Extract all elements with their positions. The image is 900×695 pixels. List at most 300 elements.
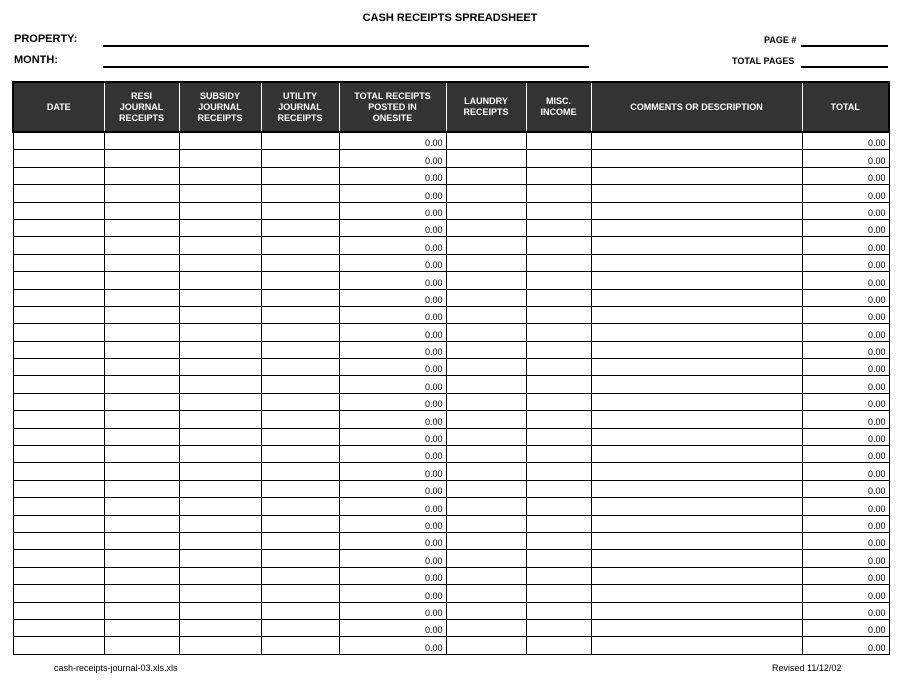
table-row (13, 359, 889, 376)
cell-subsidy-journal-receipts[interactable] (179, 272, 261, 289)
page-number-field-line[interactable] (801, 45, 888, 47)
cell-total-receipts-posted[interactable]: 0.00 (339, 219, 446, 236)
cell-laundry-receipts[interactable] (446, 324, 526, 341)
cell-laundry-receipts[interactable] (446, 306, 526, 323)
cell-comments-description[interactable] (591, 341, 802, 358)
cell-date[interactable] (13, 237, 104, 254)
cell-utility-journal-receipts[interactable] (261, 202, 339, 219)
cell-laundry-receipts[interactable] (446, 428, 526, 445)
cell-utility-journal-receipts[interactable] (261, 411, 339, 428)
cell-date[interactable] (13, 515, 104, 532)
cell-laundry-receipts[interactable] (446, 602, 526, 619)
cell-subsidy-journal-receipts[interactable] (179, 289, 261, 306)
cell-utility-journal-receipts[interactable] (261, 567, 339, 584)
cell-utility-journal-receipts[interactable] (261, 619, 339, 636)
cell-subsidy-journal-receipts[interactable] (179, 202, 261, 219)
cell-laundry-receipts[interactable] (446, 550, 526, 567)
cell-resi-journal-receipts[interactable] (104, 272, 179, 289)
cell-resi-journal-receipts[interactable] (104, 376, 179, 393)
cell-laundry-receipts[interactable] (446, 376, 526, 393)
cell-total-receipts-posted[interactable]: 0.00 (339, 237, 446, 254)
cell-total[interactable]: 0.00 (802, 150, 889, 167)
cell-misc-income[interactable] (526, 272, 591, 289)
cell-utility-journal-receipts[interactable] (261, 376, 339, 393)
table-body (13, 132, 889, 654)
cell-date[interactable] (13, 150, 104, 167)
cell-total-receipts-posted[interactable]: 0.00 (339, 585, 446, 602)
cell-misc-income[interactable] (526, 167, 591, 184)
cell-comments-description[interactable] (591, 619, 802, 636)
cell-date[interactable] (13, 637, 104, 654)
cell-misc-income[interactable] (526, 498, 591, 515)
cell-date[interactable] (13, 185, 104, 202)
cell-resi-journal-receipts[interactable] (104, 637, 179, 654)
cell-utility-journal-receipts[interactable] (261, 463, 339, 480)
cell-total[interactable]: 0.00 (802, 324, 889, 341)
cell-total[interactable]: 0.00 (802, 532, 889, 549)
cash-receipts-table (12, 81, 890, 655)
cell-total[interactable]: 0.00 (802, 602, 889, 619)
cell-misc-income[interactable] (526, 515, 591, 532)
cell-utility-journal-receipts[interactable] (261, 428, 339, 445)
cell-subsidy-journal-receipts[interactable] (179, 463, 261, 480)
cell-total[interactable]: 0.00 (802, 376, 889, 393)
cell-total[interactable]: 0.00 (802, 411, 889, 428)
cell-laundry-receipts[interactable] (446, 167, 526, 184)
cell-date[interactable] (13, 341, 104, 358)
cell-resi-journal-receipts[interactable] (104, 202, 179, 219)
cell-total[interactable]: 0.00 (802, 185, 889, 202)
cell-utility-journal-receipts[interactable] (261, 498, 339, 515)
cell-misc-income[interactable] (526, 341, 591, 358)
cell-resi-journal-receipts[interactable] (104, 306, 179, 323)
cell-date[interactable] (13, 167, 104, 184)
cell-laundry-receipts[interactable] (446, 637, 526, 654)
cell-total[interactable]: 0.00 (802, 446, 889, 463)
cell-date[interactable] (13, 219, 104, 236)
cell-resi-journal-receipts[interactable] (104, 550, 179, 567)
cell-misc-income[interactable] (526, 254, 591, 271)
table-row (13, 185, 889, 202)
cell-comments-description[interactable] (591, 567, 802, 584)
cell-date[interactable] (13, 272, 104, 289)
cell-total-receipts-posted[interactable]: 0.00 (339, 359, 446, 376)
cell-utility-journal-receipts[interactable] (261, 272, 339, 289)
cell-comments-description[interactable] (591, 359, 802, 376)
cell-resi-journal-receipts[interactable] (104, 532, 179, 549)
cell-utility-journal-receipts[interactable] (261, 254, 339, 271)
cell-resi-journal-receipts[interactable] (104, 393, 179, 410)
cell-total[interactable]: 0.00 (802, 254, 889, 271)
cell-resi-journal-receipts[interactable] (104, 324, 179, 341)
cell-misc-income[interactable] (526, 202, 591, 219)
cell-resi-journal-receipts[interactable] (104, 446, 179, 463)
cell-total-receipts-posted[interactable]: 0.00 (339, 602, 446, 619)
cell-laundry-receipts[interactable] (446, 341, 526, 358)
cell-utility-journal-receipts[interactable] (261, 237, 339, 254)
cell-misc-income[interactable] (526, 637, 591, 654)
cell-total-receipts-posted[interactable]: 0.00 (339, 567, 446, 584)
cell-comments-description[interactable] (591, 515, 802, 532)
cell-total-receipts-posted[interactable]: 0.00 (339, 272, 446, 289)
table-row (13, 532, 889, 549)
cell-subsidy-journal-receipts[interactable] (179, 185, 261, 202)
cell-subsidy-journal-receipts[interactable] (179, 150, 261, 167)
cell-subsidy-journal-receipts[interactable] (179, 515, 261, 532)
cell-utility-journal-receipts[interactable] (261, 185, 339, 202)
cell-total[interactable]: 0.00 (802, 202, 889, 219)
cell-total-receipts-posted[interactable]: 0.00 (339, 341, 446, 358)
cell-laundry-receipts[interactable] (446, 272, 526, 289)
cell-date[interactable] (13, 306, 104, 323)
cell-date[interactable] (13, 619, 104, 636)
cell-utility-journal-receipts[interactable] (261, 532, 339, 549)
cell-utility-journal-receipts[interactable] (261, 585, 339, 602)
cell-resi-journal-receipts[interactable] (104, 167, 179, 184)
cell-total-receipts-posted[interactable]: 0.00 (339, 289, 446, 306)
cell-date[interactable] (13, 550, 104, 567)
cell-misc-income[interactable] (526, 550, 591, 567)
cell-laundry-receipts[interactable] (446, 254, 526, 271)
cell-comments-description[interactable] (591, 185, 802, 202)
cell-date[interactable] (13, 602, 104, 619)
page-title: CASH RECEIPTS SPREADSHEET (362, 12, 538, 24)
cell-laundry-receipts[interactable] (446, 393, 526, 410)
cell-total-receipts-posted[interactable]: 0.00 (339, 202, 446, 219)
property-field-line[interactable] (103, 45, 589, 47)
cell-date[interactable] (13, 376, 104, 393)
cell-subsidy-journal-receipts[interactable] (179, 498, 261, 515)
cell-date[interactable] (13, 202, 104, 219)
cell-resi-journal-receipts[interactable] (104, 289, 179, 306)
cell-utility-journal-receipts[interactable] (261, 515, 339, 532)
cell-total-receipts-posted[interactable]: 0.00 (339, 428, 446, 445)
cell-subsidy-journal-receipts[interactable] (179, 132, 261, 150)
cell-subsidy-journal-receipts[interactable] (179, 411, 261, 428)
cell-subsidy-journal-receipts[interactable] (179, 619, 261, 636)
cell-misc-income[interactable] (526, 219, 591, 236)
cell-comments-description[interactable] (591, 254, 802, 271)
cell-comments-description[interactable] (591, 550, 802, 567)
cell-utility-journal-receipts[interactable] (261, 480, 339, 497)
cell-misc-income[interactable] (526, 324, 591, 341)
cell-resi-journal-receipts[interactable] (104, 619, 179, 636)
cell-misc-income[interactable] (526, 150, 591, 167)
cell-laundry-receipts[interactable] (446, 567, 526, 584)
cell-total-receipts-posted[interactable]: 0.00 (339, 515, 446, 532)
cell-comments-description[interactable] (591, 324, 802, 341)
cell-total-receipts-posted[interactable]: 0.00 (339, 324, 446, 341)
cell-utility-journal-receipts[interactable] (261, 550, 339, 567)
total-pages-label: TOTAL PAGES (732, 56, 795, 66)
cell-subsidy-journal-receipts[interactable] (179, 306, 261, 323)
cell-total[interactable]: 0.00 (802, 219, 889, 236)
cell-misc-income[interactable] (526, 567, 591, 584)
cell-comments-description[interactable] (591, 150, 802, 167)
cell-total[interactable]: 0.00 (802, 637, 889, 654)
cell-laundry-receipts[interactable] (446, 132, 526, 150)
cell-utility-journal-receipts[interactable] (261, 602, 339, 619)
cell-total-receipts-posted[interactable]: 0.00 (339, 393, 446, 410)
cell-resi-journal-receipts[interactable] (104, 498, 179, 515)
cell-utility-journal-receipts[interactable] (261, 393, 339, 410)
cell-laundry-receipts[interactable] (446, 202, 526, 219)
cell-date[interactable] (13, 289, 104, 306)
cell-total[interactable]: 0.00 (802, 132, 889, 150)
cell-total-receipts-posted[interactable]: 0.00 (339, 411, 446, 428)
cell-comments-description[interactable] (591, 602, 802, 619)
cell-laundry-receipts[interactable] (446, 515, 526, 532)
table-row (13, 602, 889, 619)
cell-total[interactable]: 0.00 (802, 515, 889, 532)
column-header-resi-journal-receipts: RESI JOURNAL RECEIPTS (104, 82, 179, 132)
cell-laundry-receipts[interactable] (446, 359, 526, 376)
cell-subsidy-journal-receipts[interactable] (179, 585, 261, 602)
cell-utility-journal-receipts[interactable] (261, 446, 339, 463)
cell-total-receipts-posted[interactable]: 0.00 (339, 185, 446, 202)
cell-subsidy-journal-receipts[interactable] (179, 324, 261, 341)
cell-total-receipts-posted[interactable]: 0.00 (339, 480, 446, 497)
cell-utility-journal-receipts[interactable] (261, 150, 339, 167)
cell-subsidy-journal-receipts[interactable] (179, 219, 261, 236)
cell-total[interactable]: 0.00 (802, 167, 889, 184)
cell-resi-journal-receipts[interactable] (104, 359, 179, 376)
cell-subsidy-journal-receipts[interactable] (179, 254, 261, 271)
cell-date[interactable] (13, 324, 104, 341)
cell-laundry-receipts[interactable] (446, 411, 526, 428)
cell-date[interactable] (13, 359, 104, 376)
table-row (13, 585, 889, 602)
cell-total[interactable]: 0.00 (802, 619, 889, 636)
cell-misc-income[interactable] (526, 359, 591, 376)
cell-total-receipts-posted[interactable]: 0.00 (339, 376, 446, 393)
cell-comments-description[interactable] (591, 637, 802, 654)
cell-utility-journal-receipts[interactable] (261, 306, 339, 323)
cell-misc-income[interactable] (526, 480, 591, 497)
cell-comments-description[interactable] (591, 132, 802, 150)
cell-laundry-receipts[interactable] (446, 289, 526, 306)
cell-total[interactable]: 0.00 (802, 550, 889, 567)
table-row (13, 619, 889, 636)
table-row (13, 393, 889, 410)
column-header-date: DATE (13, 82, 104, 132)
cell-resi-journal-receipts[interactable] (104, 428, 179, 445)
cell-subsidy-journal-receipts[interactable] (179, 550, 261, 567)
cell-total-receipts-posted[interactable]: 0.00 (339, 132, 446, 150)
cell-subsidy-journal-receipts[interactable] (179, 341, 261, 358)
table-row (13, 202, 889, 219)
cell-misc-income[interactable] (526, 237, 591, 254)
cell-laundry-receipts[interactable] (446, 585, 526, 602)
column-header-misc-income: MISC. INCOME (526, 82, 591, 132)
cell-resi-journal-receipts[interactable] (104, 341, 179, 358)
cell-subsidy-journal-receipts[interactable] (179, 602, 261, 619)
cell-laundry-receipts[interactable] (446, 619, 526, 636)
cell-utility-journal-receipts[interactable] (261, 289, 339, 306)
cell-date[interactable] (13, 498, 104, 515)
cell-total-receipts-posted[interactable]: 0.00 (339, 254, 446, 271)
cell-utility-journal-receipts[interactable] (261, 219, 339, 236)
cell-comments-description[interactable] (591, 498, 802, 515)
cell-resi-journal-receipts[interactable] (104, 254, 179, 271)
cell-comments-description[interactable] (591, 289, 802, 306)
column-header-comments-description: COMMENTS OR DESCRIPTION (591, 82, 802, 132)
cell-laundry-receipts[interactable] (446, 185, 526, 202)
cell-resi-journal-receipts[interactable] (104, 585, 179, 602)
cell-date[interactable] (13, 393, 104, 410)
cell-subsidy-journal-receipts[interactable] (179, 567, 261, 584)
column-header-total: TOTAL (802, 82, 889, 132)
cell-date[interactable] (13, 585, 104, 602)
cell-date[interactable] (13, 567, 104, 584)
cell-resi-journal-receipts[interactable] (104, 463, 179, 480)
cell-total-receipts-posted[interactable]: 0.00 (339, 619, 446, 636)
cell-resi-journal-receipts[interactable] (104, 132, 179, 150)
column-header-utility-journal-receipts: UTILITY JOURNAL RECEIPTS (261, 82, 339, 132)
cell-date[interactable] (13, 428, 104, 445)
cell-comments-description[interactable] (591, 411, 802, 428)
cell-total[interactable]: 0.00 (802, 585, 889, 602)
cell-laundry-receipts[interactable] (446, 480, 526, 497)
cell-comments-description[interactable] (591, 480, 802, 497)
cell-comments-description[interactable] (591, 428, 802, 445)
cell-total[interactable]: 0.00 (802, 272, 889, 289)
cell-misc-income[interactable] (526, 289, 591, 306)
cell-subsidy-journal-receipts[interactable] (179, 167, 261, 184)
cell-subsidy-journal-receipts[interactable] (179, 359, 261, 376)
cell-date[interactable] (13, 463, 104, 480)
cell-resi-journal-receipts[interactable] (104, 480, 179, 497)
cell-comments-description[interactable] (591, 585, 802, 602)
cell-comments-description[interactable] (591, 463, 802, 480)
cell-subsidy-journal-receipts[interactable] (179, 376, 261, 393)
cell-total[interactable]: 0.00 (802, 463, 889, 480)
cell-total-receipts-posted[interactable]: 0.00 (339, 463, 446, 480)
cell-misc-income[interactable] (526, 428, 591, 445)
cell-resi-journal-receipts[interactable] (104, 515, 179, 532)
cell-utility-journal-receipts[interactable] (261, 637, 339, 654)
cell-total[interactable]: 0.00 (802, 393, 889, 410)
total-pages-field-line[interactable] (801, 66, 888, 68)
cell-total-receipts-posted[interactable]: 0.00 (339, 446, 446, 463)
cell-date[interactable] (13, 254, 104, 271)
column-header-total-receipts-posted: TOTAL RECEIPTS POSTED IN ONESITE (339, 82, 446, 132)
cell-misc-income[interactable] (526, 602, 591, 619)
cell-misc-income[interactable] (526, 185, 591, 202)
cell-laundry-receipts[interactable] (446, 446, 526, 463)
table-row (13, 272, 889, 289)
cell-date[interactable] (13, 480, 104, 497)
cell-total-receipts-posted[interactable]: 0.00 (339, 167, 446, 184)
cell-total[interactable]: 0.00 (802, 306, 889, 323)
cell-laundry-receipts[interactable] (446, 532, 526, 549)
cell-resi-journal-receipts[interactable] (104, 237, 179, 254)
cell-misc-income[interactable] (526, 585, 591, 602)
cell-total-receipts-posted[interactable]: 0.00 (339, 306, 446, 323)
cell-subsidy-journal-receipts[interactable] (179, 237, 261, 254)
page-number-label: PAGE # (764, 35, 797, 45)
cell-comments-description[interactable] (591, 202, 802, 219)
cell-laundry-receipts[interactable] (446, 498, 526, 515)
cell-utility-journal-receipts[interactable] (261, 167, 339, 184)
cell-total-receipts-posted[interactable]: 0.00 (339, 637, 446, 654)
cell-total[interactable]: 0.00 (802, 428, 889, 445)
cell-comments-description[interactable] (591, 272, 802, 289)
cell-total[interactable]: 0.00 (802, 359, 889, 376)
cell-subsidy-journal-receipts[interactable] (179, 637, 261, 654)
cell-date[interactable] (13, 411, 104, 428)
cell-total-receipts-posted[interactable]: 0.00 (339, 150, 446, 167)
cell-resi-journal-receipts[interactable] (104, 219, 179, 236)
cell-total[interactable]: 0.00 (802, 498, 889, 515)
cell-subsidy-journal-receipts[interactable] (179, 428, 261, 445)
cell-laundry-receipts[interactable] (446, 219, 526, 236)
cell-subsidy-journal-receipts[interactable] (179, 393, 261, 410)
cell-utility-journal-receipts[interactable] (261, 359, 339, 376)
cell-subsidy-journal-receipts[interactable] (179, 446, 261, 463)
cell-total[interactable]: 0.00 (802, 480, 889, 497)
cell-date[interactable] (13, 532, 104, 549)
cell-resi-journal-receipts[interactable] (104, 150, 179, 167)
cell-misc-income[interactable] (526, 619, 591, 636)
cell-utility-journal-receipts[interactable] (261, 324, 339, 341)
cell-misc-income[interactable] (526, 463, 591, 480)
cell-misc-income[interactable] (526, 132, 591, 150)
cell-total[interactable]: 0.00 (802, 289, 889, 306)
cell-resi-journal-receipts[interactable] (104, 411, 179, 428)
table-row (13, 637, 889, 654)
table-row (13, 237, 889, 254)
cell-comments-description[interactable] (591, 167, 802, 184)
cell-laundry-receipts[interactable] (446, 237, 526, 254)
cell-utility-journal-receipts[interactable] (261, 132, 339, 150)
cell-total[interactable]: 0.00 (802, 341, 889, 358)
cell-misc-income[interactable] (526, 376, 591, 393)
cell-comments-description[interactable] (591, 306, 802, 323)
cell-total-receipts-posted[interactable]: 0.00 (339, 498, 446, 515)
cell-date[interactable] (13, 132, 104, 150)
table-row (13, 289, 889, 306)
cell-subsidy-journal-receipts[interactable] (179, 480, 261, 497)
cell-resi-journal-receipts[interactable] (104, 602, 179, 619)
cell-utility-journal-receipts[interactable] (261, 341, 339, 358)
cell-misc-income[interactable] (526, 411, 591, 428)
cell-laundry-receipts[interactable] (446, 463, 526, 480)
cell-comments-description[interactable] (591, 237, 802, 254)
cell-comments-description[interactable] (591, 376, 802, 393)
cell-comments-description[interactable] (591, 532, 802, 549)
cell-misc-income[interactable] (526, 393, 591, 410)
cell-misc-income[interactable] (526, 532, 591, 549)
cell-comments-description[interactable] (591, 446, 802, 463)
cell-resi-journal-receipts[interactable] (104, 567, 179, 584)
table-row (13, 132, 889, 150)
cell-total-receipts-posted[interactable]: 0.00 (339, 550, 446, 567)
cell-resi-journal-receipts[interactable] (104, 185, 179, 202)
month-field-line[interactable] (103, 66, 589, 68)
cell-total-receipts-posted[interactable]: 0.00 (339, 532, 446, 549)
cell-total[interactable]: 0.00 (802, 567, 889, 584)
cell-comments-description[interactable] (591, 393, 802, 410)
table-row (13, 498, 889, 515)
cell-misc-income[interactable] (526, 306, 591, 323)
cell-misc-income[interactable] (526, 446, 591, 463)
cell-comments-description[interactable] (591, 219, 802, 236)
cell-subsidy-journal-receipts[interactable] (179, 532, 261, 549)
cell-date[interactable] (13, 446, 104, 463)
cell-total[interactable]: 0.00 (802, 237, 889, 254)
cell-laundry-receipts[interactable] (446, 150, 526, 167)
